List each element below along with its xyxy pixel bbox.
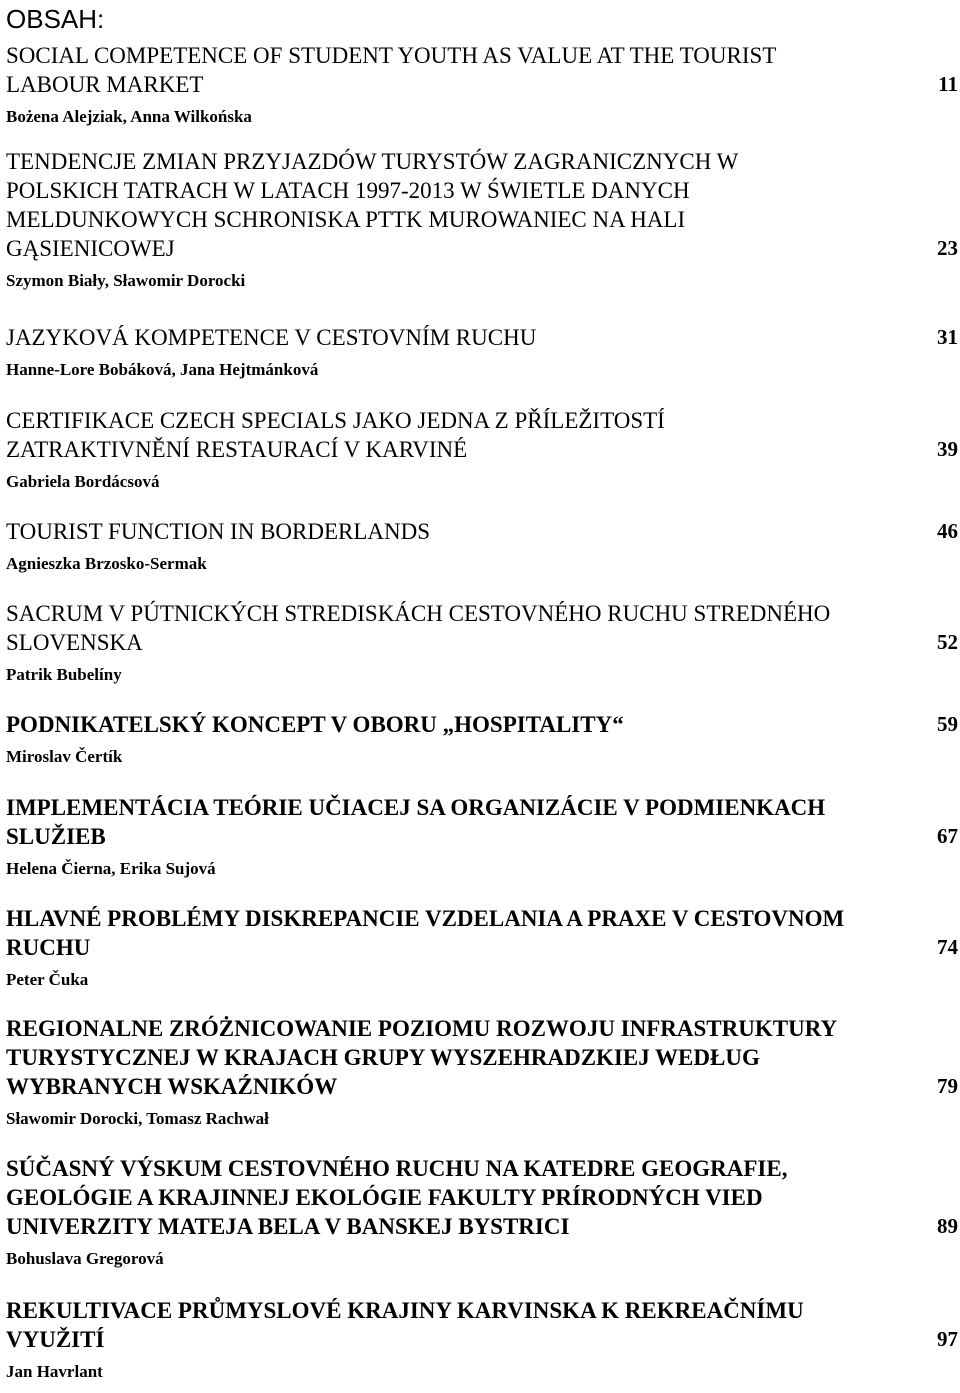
toc-entry <box>6 41 958 128</box>
entry-authors: Bożena Alejziak, Anna Wilkońska <box>6 107 252 126</box>
entry-title-line: JAZYKOVÁ KOMPETENCE V CESTOVNÍM RUCHU <box>6 325 537 350</box>
toc-entry <box>6 1014 958 1130</box>
toc-entry <box>6 599 958 686</box>
page-number: 89 <box>937 1214 958 1238</box>
entry-title <box>6 710 958 739</box>
entry-title-line: ZATRAKTIVNĚNÍ RESTAURACÍ V KARVINÉ <box>6 437 468 462</box>
toc-entry <box>6 1154 958 1270</box>
entry-title-line: CERTIFIKACE CZECH SPECIALS JAKO JEDNA Z PŘÍLEŽITOSTÍ <box>6 408 665 433</box>
page-number: 39 <box>937 437 958 461</box>
entry-title-line: HLAVNÉ PROBLÉMY DISKREPANCIE VZDELANIA A PRAXE V CESTOVNOM <box>6 906 845 931</box>
entry-title <box>6 41 958 99</box>
toc-entry <box>6 406 958 493</box>
entry-authors: Szymon Biały, Sławomir Dorocki <box>6 271 246 290</box>
entry-title-line: PODNIKATELSKÝ KONCEPT V OBORU „HOSPITALITY“ <box>6 712 624 737</box>
page-number: 46 <box>937 519 958 543</box>
entry-authors: Agnieszka Brzosko-Sermak <box>6 554 207 573</box>
entry-title-line: GĄSIENICOWEJ <box>6 236 175 261</box>
entry-authors: Gabriela Bordácsová <box>6 472 160 491</box>
entry-title <box>6 904 958 962</box>
entry-title-line: SLUŽIEB <box>6 824 106 849</box>
page-number: 79 <box>937 1074 958 1098</box>
entry-title-line: SOCIAL COMPETENCE OF STUDENT YOUTH AS VALUE AT THE TOURIST <box>6 43 777 68</box>
entry-title-line: VYUŽITÍ <box>6 1327 105 1352</box>
entry-title <box>6 1014 958 1101</box>
page-number: 59 <box>937 712 958 736</box>
page-title: OBSAH: <box>6 4 105 34</box>
toc-entry <box>6 323 958 381</box>
page-number: 74 <box>937 935 958 959</box>
entry-authors: Bohuslava Gregorová <box>6 1249 164 1268</box>
toc-entry <box>6 904 958 991</box>
toc-entry <box>6 793 958 880</box>
entry-title <box>6 406 958 464</box>
entry-title-line: REKULTIVACE PRŮMYSLOVÉ KRAJINY KARVINSKA K REKREAČNÍMU <box>6 1298 804 1323</box>
page-number: 52 <box>937 630 958 654</box>
entry-title-line: IMPLEMENTÁCIA TEÓRIE UČIACEJ SA ORGANIZÁCIE V PODMIENKACH <box>6 795 826 820</box>
entry-authors: Helena Čierna, Erika Sujová <box>6 859 216 878</box>
page-number: 31 <box>937 325 958 349</box>
entry-title <box>6 599 958 657</box>
entry-title-line: POLSKICH TATRACH W LATACH 1997-2013 W ŚWIETLE DANYCH <box>6 178 690 203</box>
entry-title-line: GEOLÓGIE A KRAJINNEJ EKOLÓGIE FAKULTY PRÍRODNÝCH VIED <box>6 1185 763 1210</box>
entry-title <box>6 323 958 352</box>
entry-authors: Miroslav Čertík <box>6 747 123 766</box>
entry-title-line: UNIVERZITY MATEJA BELA V BANSKEJ BYSTRICI <box>6 1214 570 1239</box>
page-number: 67 <box>937 824 958 848</box>
entry-authors: Hanne-Lore Bobáková, Jana Hejtmánková <box>6 360 319 379</box>
entry-authors: Jan Havrlant <box>6 1362 103 1381</box>
entry-title-line: SLOVENSKA <box>6 630 143 655</box>
entry-title-line: REGIONALNE ZRÓŻNICOWANIE POZIOMU ROZWOJU INFRASTRUKTURY <box>6 1016 838 1041</box>
page-number: 11 <box>938 72 958 96</box>
entry-title-line: TENDENCJE ZMIAN PRZYJAZDÓW TURYSTÓW ZAGRANICZNYCH W <box>6 149 739 174</box>
entry-authors: Patrik Bubelíny <box>6 665 122 684</box>
entry-title-line: MELDUNKOWYCH SCHRONISKA PTTK MUROWANIEC NA HALI <box>6 207 686 232</box>
entry-title-line: SÚČASNÝ VÝSKUM CESTOVNÉHO RUCHU NA KATEDRE GEOGRAFIE, <box>6 1156 788 1181</box>
table-of-contents <box>6 0 958 1381</box>
entry-authors: Peter Čuka <box>6 970 89 989</box>
entry-title-line: TOURIST FUNCTION IN BORDERLANDS <box>6 519 431 544</box>
entry-title-line: TURYSTYCZNEJ W KRAJACH GRUPY WYSZEHRADZKIEJ WEDŁUG <box>6 1045 760 1070</box>
entry-title-line: RUCHU <box>6 935 91 960</box>
toc-entry <box>6 1296 958 1383</box>
entry-title <box>6 147 958 263</box>
entry-title <box>6 793 958 851</box>
entry-title <box>6 517 958 546</box>
entry-title <box>6 1154 958 1241</box>
toc-entry <box>6 517 958 575</box>
page-number: 23 <box>937 236 958 260</box>
page-number: 97 <box>937 1327 958 1351</box>
entry-title-line: SACRUM V PÚTNICKÝCH STREDISKÁCH CESTOVNÉHO RUCHU STREDNÉHO <box>6 601 831 626</box>
entry-title <box>6 1296 958 1354</box>
toc-entry <box>6 710 958 768</box>
entry-title-line: LABOUR MARKET <box>6 72 204 97</box>
entry-title-line: WYBRANYCH WSKAŹNIKÓW <box>6 1074 338 1099</box>
entry-authors: Sławomir Dorocki, Tomasz Rachwał <box>6 1109 269 1128</box>
toc-entry <box>6 147 958 292</box>
